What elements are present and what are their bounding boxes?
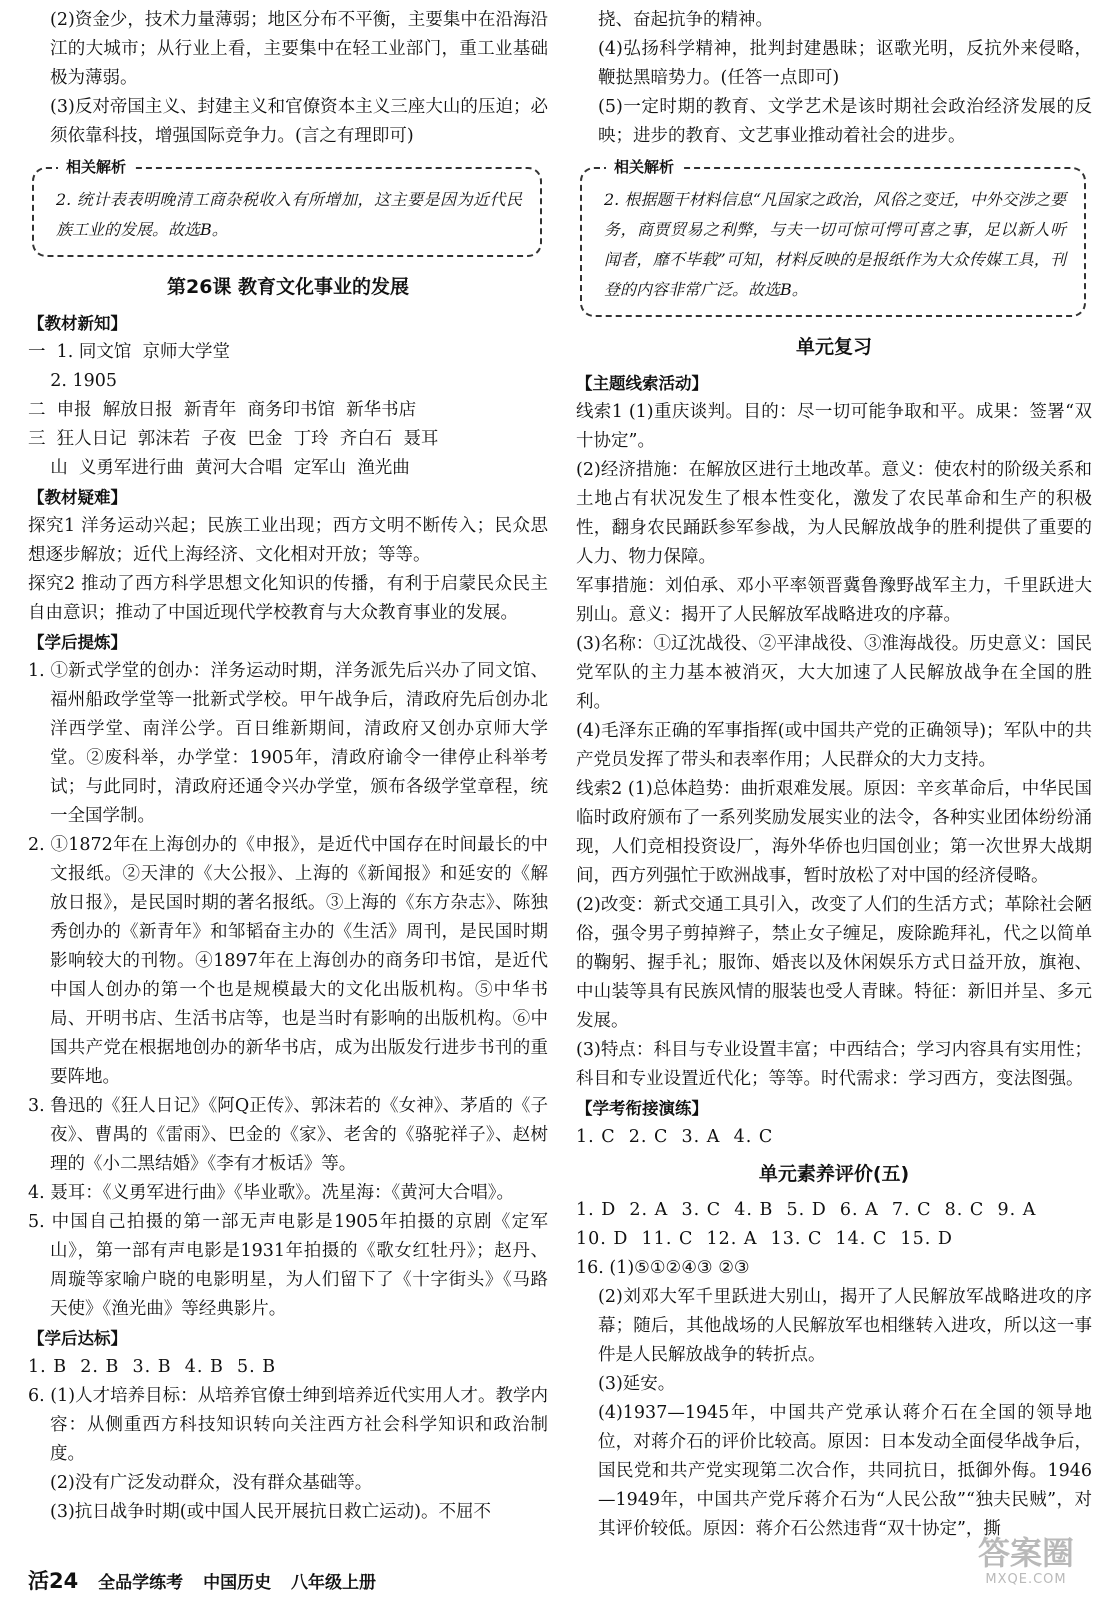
watermark-url: MXQE.COM xyxy=(985,1572,1067,1587)
answer-line: 一 1. 同文馆 京师大学堂 xyxy=(28,342,231,362)
analysis-box xyxy=(580,158,1086,317)
answer-item: 2. ①1872年在上海创办的《申报》，是近代中国存在时间最长的中文报纸。②天津的《大公报》、上海的《新闻报》和延安的《解放日报》，是民国时期的著名报纸。③上海的《东方杂志》、陈独秀创办的《新青年》和邹韬奋主办的《生活》周刊，是民国时期影响较大的刊物。④1897年在上海创办的商务印书馆，是近代中国人创办的第一个也是规模最大的文化出版机构。⑤中华书局、开明书店、生活书店等，也是当时有影响的出版机构。⑥中国共产党在根据地创办的新华书店，成为出版发行进步书刊的重要阵地。 xyxy=(28,835,548,1087)
choice-answers: 1. D 2. A 3. C 4. B 5. D 6. A 7. C 8. C 9. A xyxy=(576,1200,1037,1220)
answer-paragraph: (5)一定时期的教育、文学艺术是该时期社会政治经济发展的反映；进步的教育、文艺事业推动着社会的进步。 xyxy=(598,97,1092,146)
footer-brand: 全品学练考 xyxy=(98,1573,184,1593)
answer-line: 二 申报 解放日报 新青年 商务印书馆 新华书店 xyxy=(28,400,417,420)
answer-paragraph: 挠、奋起抗争的精神。 xyxy=(598,10,773,30)
watermark-logo-text: 答案圈 xyxy=(977,1534,1074,1572)
answer-item: 1. ①新式学堂的创办：洋务运动时期，洋务派先后兴办了同文馆、福州船政学堂等一批新式学校。甲午战争后，清政府先后创办北洋西学堂、南洋公学。百日维新期间，清政府又创办京师大学堂。②废科举，办学堂：1905年，清政府谕令一律停止科举考试；与此同时，清政府还通令兴办学堂，颁布各级学堂章程，统一全国学制。 xyxy=(28,661,548,826)
answer-paragraph: 探究1 洋务运动兴起；民族工业出现；西方文明不断传入；民众思想逐步解放；近代上海经济、文化相对开放；等等。 xyxy=(28,516,548,565)
page-number: 活24 xyxy=(28,1569,79,1593)
lesson-title: 第26课 教育文化事业的发展 xyxy=(166,276,410,298)
analysis-box-label: 相关解析 xyxy=(606,156,682,178)
answer-paragraph: 军事措施：刘伯承、邓小平率领晋冀鲁豫野战军主力，千里跃进大别山。意义：揭开了人民解放军战略进攻的序幕。 xyxy=(576,576,1092,625)
answer-paragraph: (2)刘邓大军千里跃进大别山，揭开了人民解放军战略进攻的序幕；随后，其他战场的人民解放军也相继转入进攻，所以这一事件是人民解放战争的转折点。 xyxy=(598,1287,1092,1365)
page-footer xyxy=(28,1566,390,1596)
answer-paragraph: (2)改变：新式交通工具引入，改变了人们的生活方式；革除社会陋俗，强令男子剪掉辫子，禁止女子缠足，废除跪拜礼，代之以简单的鞠躬、握手礼；服饰、婚丧以及休闲娱乐方式日益开放，旗袍、中山装等具有民族风情的服装也受人青睐。特征：新旧并呈、多元发展。 xyxy=(576,895,1092,1031)
answer-paragraph: 线索2 (1)总体趋势：曲折艰难发展。原因：辛亥革命后，中华民国临时政府颁布了一系列奖励发展实业的法令，各种实业团体纷纷涌现，人们竞相投资设厂，海外华侨也归国创业；第一次世界大战期间，西方列强忙于欧洲战事，暂时放松了对中国的经济侵略。 xyxy=(576,779,1092,886)
answer-item: 3. 鲁迅的《狂人日记》《阿Q正传》、郭沫若的《女神》、茅盾的《子夜》、曹禺的《雷雨》、巴金的《家》、老舍的《骆驼祥子》、赵树理的《小二黑结婚》《李有才板话》等。 xyxy=(28,1096,548,1174)
section-heading: 【学后达标】 xyxy=(28,1329,127,1348)
analysis-text: 2. 统计表表明晚清工商杂税收入有所增加，这主要是因为近代民族工业的发展。故选B。 xyxy=(56,190,522,239)
choice-answers: 10. D 11. C 12. A 13. C 14. C 15. D xyxy=(576,1229,953,1249)
analysis-box-label: 相关解析 xyxy=(58,156,134,178)
answer-item: 4. 聂耳：《义勇军进行曲》《毕业歌》。冼星海：《黄河大合唱》。 xyxy=(28,1183,515,1203)
section-heading: 【教材新知】 xyxy=(28,314,127,333)
answer-paragraph: (4)1937—1945年，中国共产党承认蒋介石在全国的领导地位，对蒋介石的评价比较高。原因：日本发动全面侵华战争后，国民党和共产党实现第二次合作，共同抗日，抵御外侮。1946—1949年，中国共产党斥蒋介石为“人民公敌”“独夫民贼”，对其评价较低。原因：蒋介石公然违背“双十协定”，撕 xyxy=(598,1403,1092,1539)
answer-paragraph: (3)反对帝国主义、封建主义和官僚资本主义三座大山的压迫；必须依靠科技，增强国际竞争力。(言之有理即可) xyxy=(50,97,548,146)
review-title: 单元复习 xyxy=(795,336,872,358)
answer-item: 6. (1)人才培养目标：从培养官僚士绅到培养近代实用人才。教学内容：从侧重西方科技知识转向关注西方社会科学知识和政治制度。 xyxy=(28,1386,548,1464)
section-heading: 【学后提炼】 xyxy=(28,633,127,652)
section-heading: 【学考衔接演练】 xyxy=(576,1099,708,1118)
answer-paragraph: (4)弘扬科学精神，批判封建愚昧；讴歌光明，反抗外来侵略，鞭挞黑暗势力。(任答一点即可) xyxy=(598,39,1092,88)
answer-item: 5. 中国自己拍摄的第一部无声电影是1905年拍摄的京剧《定军山》，第一部有声电影是1931年拍摄的《歌女红牡丹》；赵丹、周璇等家喻户晓的电影明星，为人们留下了《十字街头》《马路天使》《渔光曲》等经典影片。 xyxy=(28,1212,548,1319)
answer-paragraph: (3)延安。 xyxy=(598,1374,676,1394)
answer-item: 16. (1)⑤①②④③ ②③ xyxy=(576,1258,750,1278)
answer-line: 三 狂人日记 郭沫若 子夜 巴金 丁玲 齐白石 聂耳 xyxy=(28,429,439,449)
answer-paragraph: (3)特点：科目与专业设置丰富；中西结合；学习内容具有实用性；科目和专业设置近代化；等等。时代需求：学习西方，变法图强。 xyxy=(576,1040,1092,1089)
watermark xyxy=(961,1535,1091,1593)
answer-line: 2. 1905 xyxy=(28,371,118,391)
section-heading: 【教材疑难】 xyxy=(28,488,127,507)
answer-paragraph: (3)名称：①辽沈战役、②平津战役、③淮海战役。历史意义：国民党军队的主力基本被消灭，大大加速了人民解放战争在全国的胜利。 xyxy=(576,634,1092,712)
answer-paragraph: 探究2 推动了西方科学思想文化知识的传播，有利于启蒙民众民主自由意识；推动了中国近现代学校教育与大众教育事业的发展。 xyxy=(28,574,548,623)
footer-grade: 八年级上册 xyxy=(291,1573,376,1593)
analysis-box xyxy=(32,158,542,257)
choice-answers: 1. B 2. B 3. B 4. B 5. B xyxy=(28,1357,277,1377)
left-column xyxy=(28,6,548,1527)
footer-subject: 中国历史 xyxy=(203,1573,272,1593)
answer-line: 山 义勇军进行曲 黄河大合唱 定军山 渔光曲 xyxy=(28,458,410,478)
answer-paragraph: (4)毛泽东正确的军事指挥(或中国共产党的正确领导)；军队中的共产党员发挥了带头和表率作用；人民群众的大力支持。 xyxy=(576,721,1092,770)
answer-paragraph: (2)资金少，技术力量薄弱；地区分布不平衡，主要集中在沿海沿江的大城市；从行业上看，主要集中在轻工业部门，重工业基础极为薄弱。 xyxy=(50,10,548,88)
choice-answers: 1. C 2. C 3. A 4. C xyxy=(576,1127,774,1147)
answer-paragraph: (2)经济措施：在解放区进行土地改革。意义：使农村的阶级关系和土地占有状况发生了根本性变化，激发了农民革命和生产的积极性，翻身农民踊跃参军参战，为人民解放战争的胜利提供了重要的人力、物力保障。 xyxy=(576,460,1092,567)
answer-paragraph: (3)抗日战争时期(或中国人民开展抗日救亡运动)。不屈不 xyxy=(50,1502,491,1522)
answer-paragraph: (2)没有广泛发动群众，没有群众基础等。 xyxy=(50,1473,373,1493)
answer-paragraph: 线索1 (1)重庆谈判。目的：尽一切可能争取和平。成果：签署“双十协定”。 xyxy=(576,402,1092,451)
right-column xyxy=(576,6,1092,1544)
analysis-text: 2. 根据题干材料信息“凡国家之政治，风俗之变迁，中外交涉之要务，商贾贸易之利弊，与夫一切可惊可愕可喜之事，足以新人听闻者，靡不毕载”可知，材料反映的是报纸作为大众传媒工具，刊登的内容非常广泛。故选B。 xyxy=(604,190,1066,299)
section-heading: 【主题线索活动】 xyxy=(576,374,708,393)
evaluation-title: 单元素养评价(五) xyxy=(758,1163,910,1185)
